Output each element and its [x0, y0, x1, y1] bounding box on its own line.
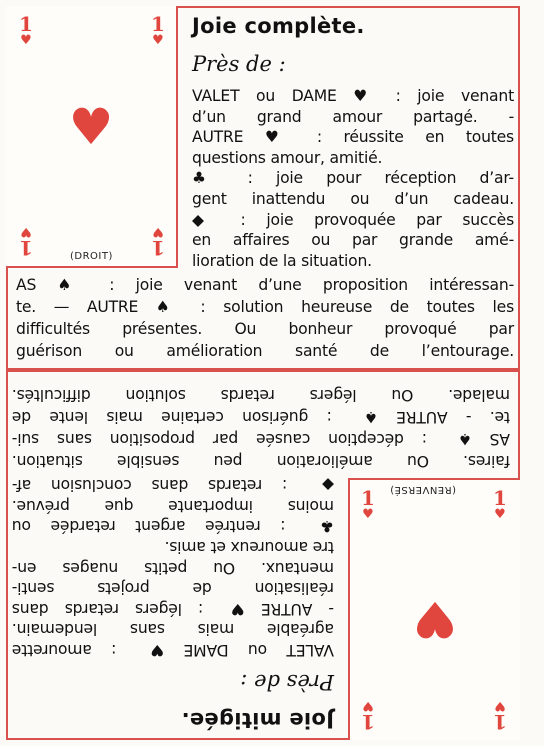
heart-suit-icon: ♥	[362, 507, 374, 522]
meaning-title: Joie complète.	[192, 14, 365, 38]
text-line: ◆ : retards dans conclusion af-	[12, 476, 334, 495]
text-line: agréable mais sans lendemain.	[12, 620, 334, 639]
text-line: questions amour, amitié.	[192, 148, 383, 167]
heart-suit-icon: ♥	[494, 698, 506, 713]
text-line: gent inattendu ou d’un cadeau.	[192, 189, 514, 208]
heart-suit-icon: ♥	[362, 698, 374, 713]
text-line: - AUTRE ♥ : légers retards dans	[12, 599, 334, 618]
heart-suit-icon: ♥	[152, 33, 164, 48]
meaning-title: Joie mitigée.	[181, 708, 334, 732]
text-line: malade. Ou légers retards solution difficultés.	[12, 386, 510, 404]
card-index-bottom-left	[16, 225, 36, 258]
text-line: mentaux. Ou petits nuages en-	[12, 558, 334, 577]
text-line: réalisation de projets senti-	[12, 579, 334, 598]
upright-half	[6, 6, 520, 372]
near-heading: Près de :	[192, 52, 286, 76]
card-index-top-left	[16, 14, 36, 47]
card-orientation-label: (RENVERSÉ)	[389, 484, 456, 495]
text-line: AUTRE ♥ : réussite en toutes	[192, 128, 514, 147]
text-line: faires. Ou amélioration peu sensible situation.	[12, 452, 510, 470]
reversed-description	[12, 478, 334, 740]
text-line: moins importante que prévue.	[12, 496, 334, 515]
card-rank: 1	[151, 236, 165, 260]
text-line: ♣ : rentrée argent retardée ou	[12, 517, 334, 536]
card-index-top-right	[148, 14, 168, 47]
near-cards-text	[12, 475, 334, 660]
ace-of-hearts-card-upright	[6, 6, 178, 268]
text-line: tre amoureux et amis.	[164, 538, 334, 557]
text-line: d’un grand amour partagé. -	[192, 107, 514, 126]
text-line: te. - AUTRE ♠ : guérison certaine mais lente de	[12, 408, 510, 426]
text-line: en affaires ou par grande amé-	[192, 231, 514, 250]
heart-suit-icon: ♥	[494, 507, 506, 522]
card-index-bottom-left	[490, 488, 510, 521]
text-line: ◆ : joie provoquée par succès	[192, 210, 514, 229]
ace-text	[12, 384, 510, 472]
heart-suit-icon: ♥	[152, 224, 164, 239]
near-heading: Près de :	[240, 670, 334, 694]
card-rank: 1	[493, 486, 507, 510]
text-line: ♣ : joie pour réception d’ar-	[192, 169, 514, 188]
card-rank: 1	[493, 710, 507, 734]
heart-suit-icon: ♥	[20, 224, 32, 239]
text-line: lioration de la situation.	[192, 251, 372, 270]
text-line: difficultés présentes. Ou bonheur provoqué par	[16, 320, 514, 338]
near-cards-text	[192, 86, 514, 271]
text-line: guérison ou amélioration santé de l’entourage.	[16, 342, 514, 360]
text-line: VALET ou DAME ♥ : joie venant	[192, 87, 514, 105]
half-divider	[6, 368, 520, 372]
card-index-top-right	[358, 699, 378, 732]
text-line: VALET ou DAME ♥ : amourette	[12, 641, 334, 659]
card-rank: 1	[151, 12, 165, 36]
center-heart-icon: ♥	[412, 590, 458, 648]
text-line: AS ♠ : déception causée par proposition sans sui-	[12, 430, 510, 448]
text-line: AS ♠ : joie venant d’une proposition intéressan-	[16, 276, 514, 294]
text-line: te. — AUTRE ♠ : solution heureuse de toutes les	[16, 298, 514, 316]
reversed-half	[6, 374, 520, 740]
card-rank: 1	[361, 710, 375, 734]
upright-description	[192, 6, 514, 268]
ace-of-hearts-card-reversed	[348, 478, 520, 740]
card-orientation-label: (DROIT)	[70, 251, 113, 262]
heart-suit-icon: ♥	[20, 33, 32, 48]
card-rank: 1	[19, 236, 33, 260]
card-index-bottom-right	[148, 225, 168, 258]
card-index-bottom-right	[358, 488, 378, 521]
card-rank: 1	[19, 12, 33, 36]
card-rank: 1	[361, 486, 375, 510]
card-index-top-left	[490, 699, 510, 732]
center-heart-icon: ♥	[68, 98, 114, 156]
ace-text	[16, 274, 514, 362]
